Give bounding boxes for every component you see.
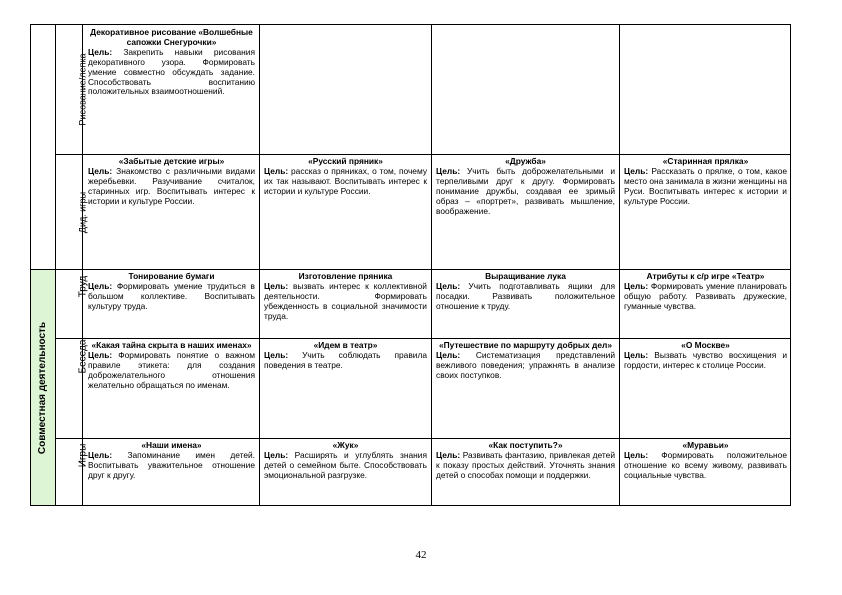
cell-r4-c1 [88, 341, 255, 436]
col-divider-3 [619, 24, 620, 506]
row-label-games: Игры [77, 443, 89, 468]
goal-label: Цель: [624, 349, 649, 360]
goal-text: рассказ о пряниках, о том, почему их так называют. Воспитывать интерес к истории и культуре России. [264, 165, 427, 196]
cell-r2-c1 [88, 157, 255, 267]
goal-text: Формировать умение планировать общую работу. Развивать дружеские, гуманные чувства. [624, 280, 787, 311]
goal-text: Учить быть доброжелательными и терпеливыми друг к другу. Формировать понимание дружбы, создавая ее зримый образ – «портрет», развивать мышление, воображение. [436, 165, 615, 216]
goal-label: Цель: [264, 449, 289, 460]
table-border-top [30, 24, 790, 25]
goal-label: Цель: [88, 280, 113, 291]
goal-label: Цель: [436, 165, 461, 176]
goal-text: Формировать положительное отношение ко всему живому, развивать социальные чувства. [624, 449, 787, 480]
row-label-labor: Труд [77, 275, 89, 298]
page-number: 42 [415, 549, 427, 561]
activity-title: «Муравьи» [682, 441, 729, 450]
cell-r1-c2 [264, 28, 427, 152]
cell-r5-c3 [436, 441, 615, 503]
goal-text: Рассказать о прялке, о том, какое место она занимала в жизни женщины на Руси. Воспитывать интерес к истории и культуре России. [624, 165, 787, 206]
goal-label: Цель: [436, 449, 461, 460]
cell-r3-c3 [436, 272, 615, 336]
cell-r1-c4 [624, 28, 787, 152]
activity-title: «Жук» [332, 441, 359, 450]
goal-text: Знакомство с различными видами жеребьевки. Разучивание считалок, старинных игр. Воспитывать интерес к истории и культуре России. [88, 165, 255, 206]
activity-title: Декоративное рисование «Волшебные сапожки Снегурочки» [90, 28, 253, 47]
goal-text: Систематизация представлений вежливого поведения; упражнять в анализе своих поступков. [436, 349, 615, 380]
cell-r3-c2 [264, 272, 427, 336]
goal-label: Цель: [436, 280, 461, 291]
activity-title: Атрибуты к с/р игре «Театр» [646, 272, 765, 281]
activity-title: «Русский пряник» [308, 157, 383, 166]
cell-r4-c4 [624, 341, 787, 436]
table-border-right [790, 24, 791, 506]
col-divider-side [55, 24, 56, 506]
cell-r3-c1 [88, 272, 255, 336]
activity-title: Изготовление пряника [298, 272, 393, 281]
activity-title: «Забытые детские игры» [118, 157, 225, 166]
cell-r1-c3 [436, 28, 615, 152]
goal-label: Цель: [264, 349, 289, 360]
cell-r1-c1 [88, 28, 255, 152]
row-divider-4 [55, 438, 790, 439]
activity-title: «Как поступить?» [488, 441, 563, 450]
col-divider-2 [431, 24, 432, 506]
goal-text: Формировать умение трудиться в большом коллективе. Воспитывать культуру труда. [88, 280, 255, 311]
side-label: Совместная деятельность [37, 321, 48, 455]
row-divider-1 [55, 154, 790, 155]
cell-r2-c2 [264, 157, 427, 267]
goal-label: Цель: [88, 449, 113, 460]
col-divider-1 [259, 24, 260, 506]
cell-r5-c4 [624, 441, 787, 503]
cell-r5-c1 [88, 441, 255, 503]
goal-text: Формировать понятие о важном правиле этикета: для создания доброжелательного отношения желательно обращаться по именам. [88, 349, 255, 390]
activity-title: «Какая тайна скрыта в наших именах» [91, 341, 252, 350]
goal-text: Учить подготавливать ящики для посадки. Развивать положительное отношение к труду. [436, 280, 615, 311]
cell-r3-c4 [624, 272, 787, 336]
activity-title: «Наши имена» [141, 441, 202, 450]
row-label-drawing: Рисование/лепка [77, 53, 88, 126]
row-label-didactic-games: Дид. игры [77, 191, 88, 234]
goal-text: Закрепить навыки рисования декоративного узора. Формировать умение совместно обсуждать задание. Способствовать воспитанию положительных взаимоотношений. [88, 46, 255, 97]
goal-label: Цель: [88, 165, 113, 176]
activity-title: «Идем в театр» [313, 341, 378, 350]
goal-text: вызвать интерес к коллективной деятельности. Формировать убежденность в социальной значимости труда. [264, 280, 427, 321]
goal-label: Цель: [624, 280, 649, 291]
row-divider-2 [30, 269, 790, 270]
cell-r2-c4 [624, 157, 787, 267]
cell-r2-c3 [436, 157, 615, 267]
goal-label: Цель: [264, 165, 289, 176]
goal-label: Цель: [624, 165, 649, 176]
row-label-conversation: Беседа [77, 339, 89, 374]
cell-r4-c3 [436, 341, 615, 436]
goal-label: Цель: [264, 280, 289, 291]
goal-text: Учить соблюдать правила поведения в театре. [264, 349, 427, 370]
activity-title: «Старинная прялка» [662, 157, 749, 166]
goal-label: Цель: [88, 349, 113, 360]
goal-label: Цель: [88, 46, 113, 57]
table-border-bottom [30, 505, 790, 506]
activity-title: Выращивание лука [485, 272, 566, 281]
cell-r5-c2 [264, 441, 427, 503]
activity-title: «О Москве» [681, 341, 730, 350]
goal-text: Развивать фантазию, привлекая детей к показу простых действий. Уточнять знания детей о способах помощи и поддержки. [436, 449, 615, 480]
goal-text: Вызвать чувство восхищения и гордости, интерес к столице России. [624, 349, 787, 370]
goal-label: Цель: [624, 449, 649, 460]
goal-text: Запоминание имен детей. Воспитывать уважительное отношение друг к другу. [88, 449, 255, 480]
goal-label: Цель: [436, 349, 461, 360]
activity-title: «Путешествие по маршруту добрых дел» [439, 341, 612, 350]
activity-title: «Дружба» [505, 157, 546, 166]
cell-r4-c2 [264, 341, 427, 436]
row-divider-3 [55, 338, 790, 339]
goal-text: Расширять и углублять знания детей о семейном быте. Способствовать эмоциональной разгрузке. [264, 449, 427, 480]
table-border-left [30, 24, 31, 506]
activity-title: Тонирование бумаги [128, 272, 215, 281]
